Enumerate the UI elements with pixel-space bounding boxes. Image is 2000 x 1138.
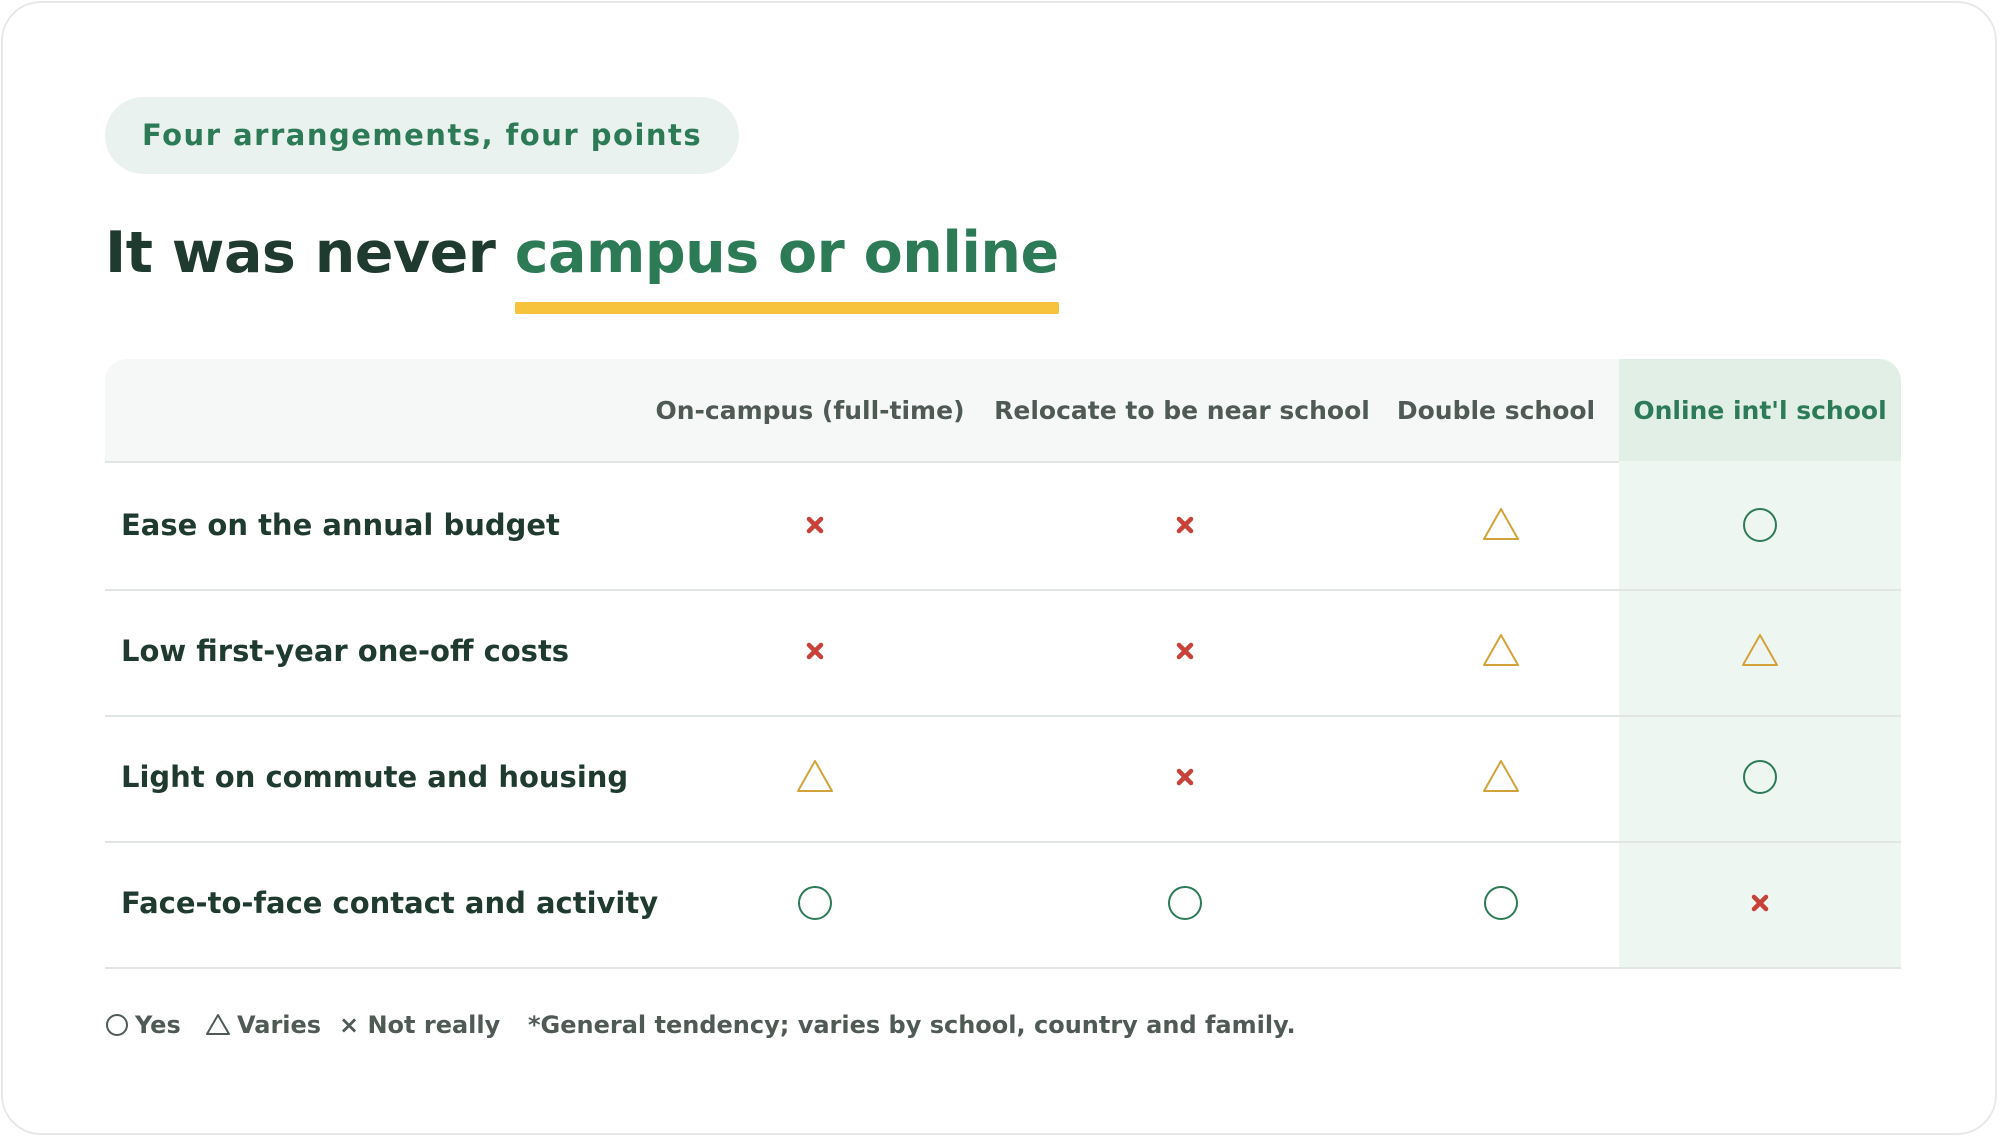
triangle-varies-icon [1740, 631, 1780, 671]
title-accent [515, 215, 1059, 291]
section-tag: Four arrangements, four points [105, 97, 739, 174]
legend-not-really-label: × Not really [339, 1011, 501, 1039]
column-header-online-school: Online int'l school [1633, 396, 1887, 425]
triangle-varies-icon [1481, 505, 1521, 545]
title-lead: It was never [105, 220, 515, 286]
cross-not-really-icon [1740, 883, 1780, 923]
cross-not-really-icon [1165, 631, 1205, 671]
triangle-varies-icon [795, 757, 835, 797]
legend-note [528, 1008, 1296, 1042]
title-underline [515, 302, 1059, 314]
row-label-commute-housing: Light on commute and housing [121, 760, 629, 794]
circle-yes-icon [795, 883, 835, 923]
column-header-on-campus: On-campus (full-time) [655, 396, 965, 425]
comparison-table [105, 359, 1901, 969]
legend-note-text: *General tendency; varies by school, country and family. [528, 1011, 1296, 1039]
row-label-first-year-costs: Low first-year one-off costs [121, 634, 570, 668]
triangle-varies-icon [205, 1013, 231, 1037]
comparison-card [1, 1, 1997, 1135]
cross-not-really-icon [795, 631, 835, 671]
legend [105, 1008, 1305, 1042]
legend-not-really [339, 1008, 500, 1042]
cross-not-really-icon [1165, 505, 1205, 545]
row-label-face-to-face: Face-to-face contact and activity [121, 886, 659, 920]
circle-yes-icon [1740, 757, 1780, 797]
triangle-varies-icon [1481, 631, 1521, 671]
cross-not-really-icon [1165, 757, 1205, 797]
title-accent-text: campus or online [514, 220, 1059, 286]
circle-yes-icon [1481, 883, 1521, 923]
cross-not-really-icon [795, 505, 835, 545]
legend-varies [205, 1008, 321, 1042]
column-header-double-school: Double school [1396, 396, 1596, 425]
circle-yes-icon [1740, 505, 1780, 545]
row-label-annual-budget: Ease on the annual budget [121, 508, 560, 542]
circle-yes-icon [1165, 883, 1205, 923]
legend-yes [105, 1008, 181, 1042]
legend-yes-label: Yes [135, 1011, 181, 1039]
legend-varies-label: Varies [237, 1011, 322, 1039]
page-title [105, 215, 1059, 291]
circle-yes-icon [105, 1013, 129, 1037]
row-divider [105, 967, 1901, 969]
column-header-relocate: Relocate to be near school [994, 396, 1370, 425]
triangle-varies-icon [1481, 757, 1521, 797]
